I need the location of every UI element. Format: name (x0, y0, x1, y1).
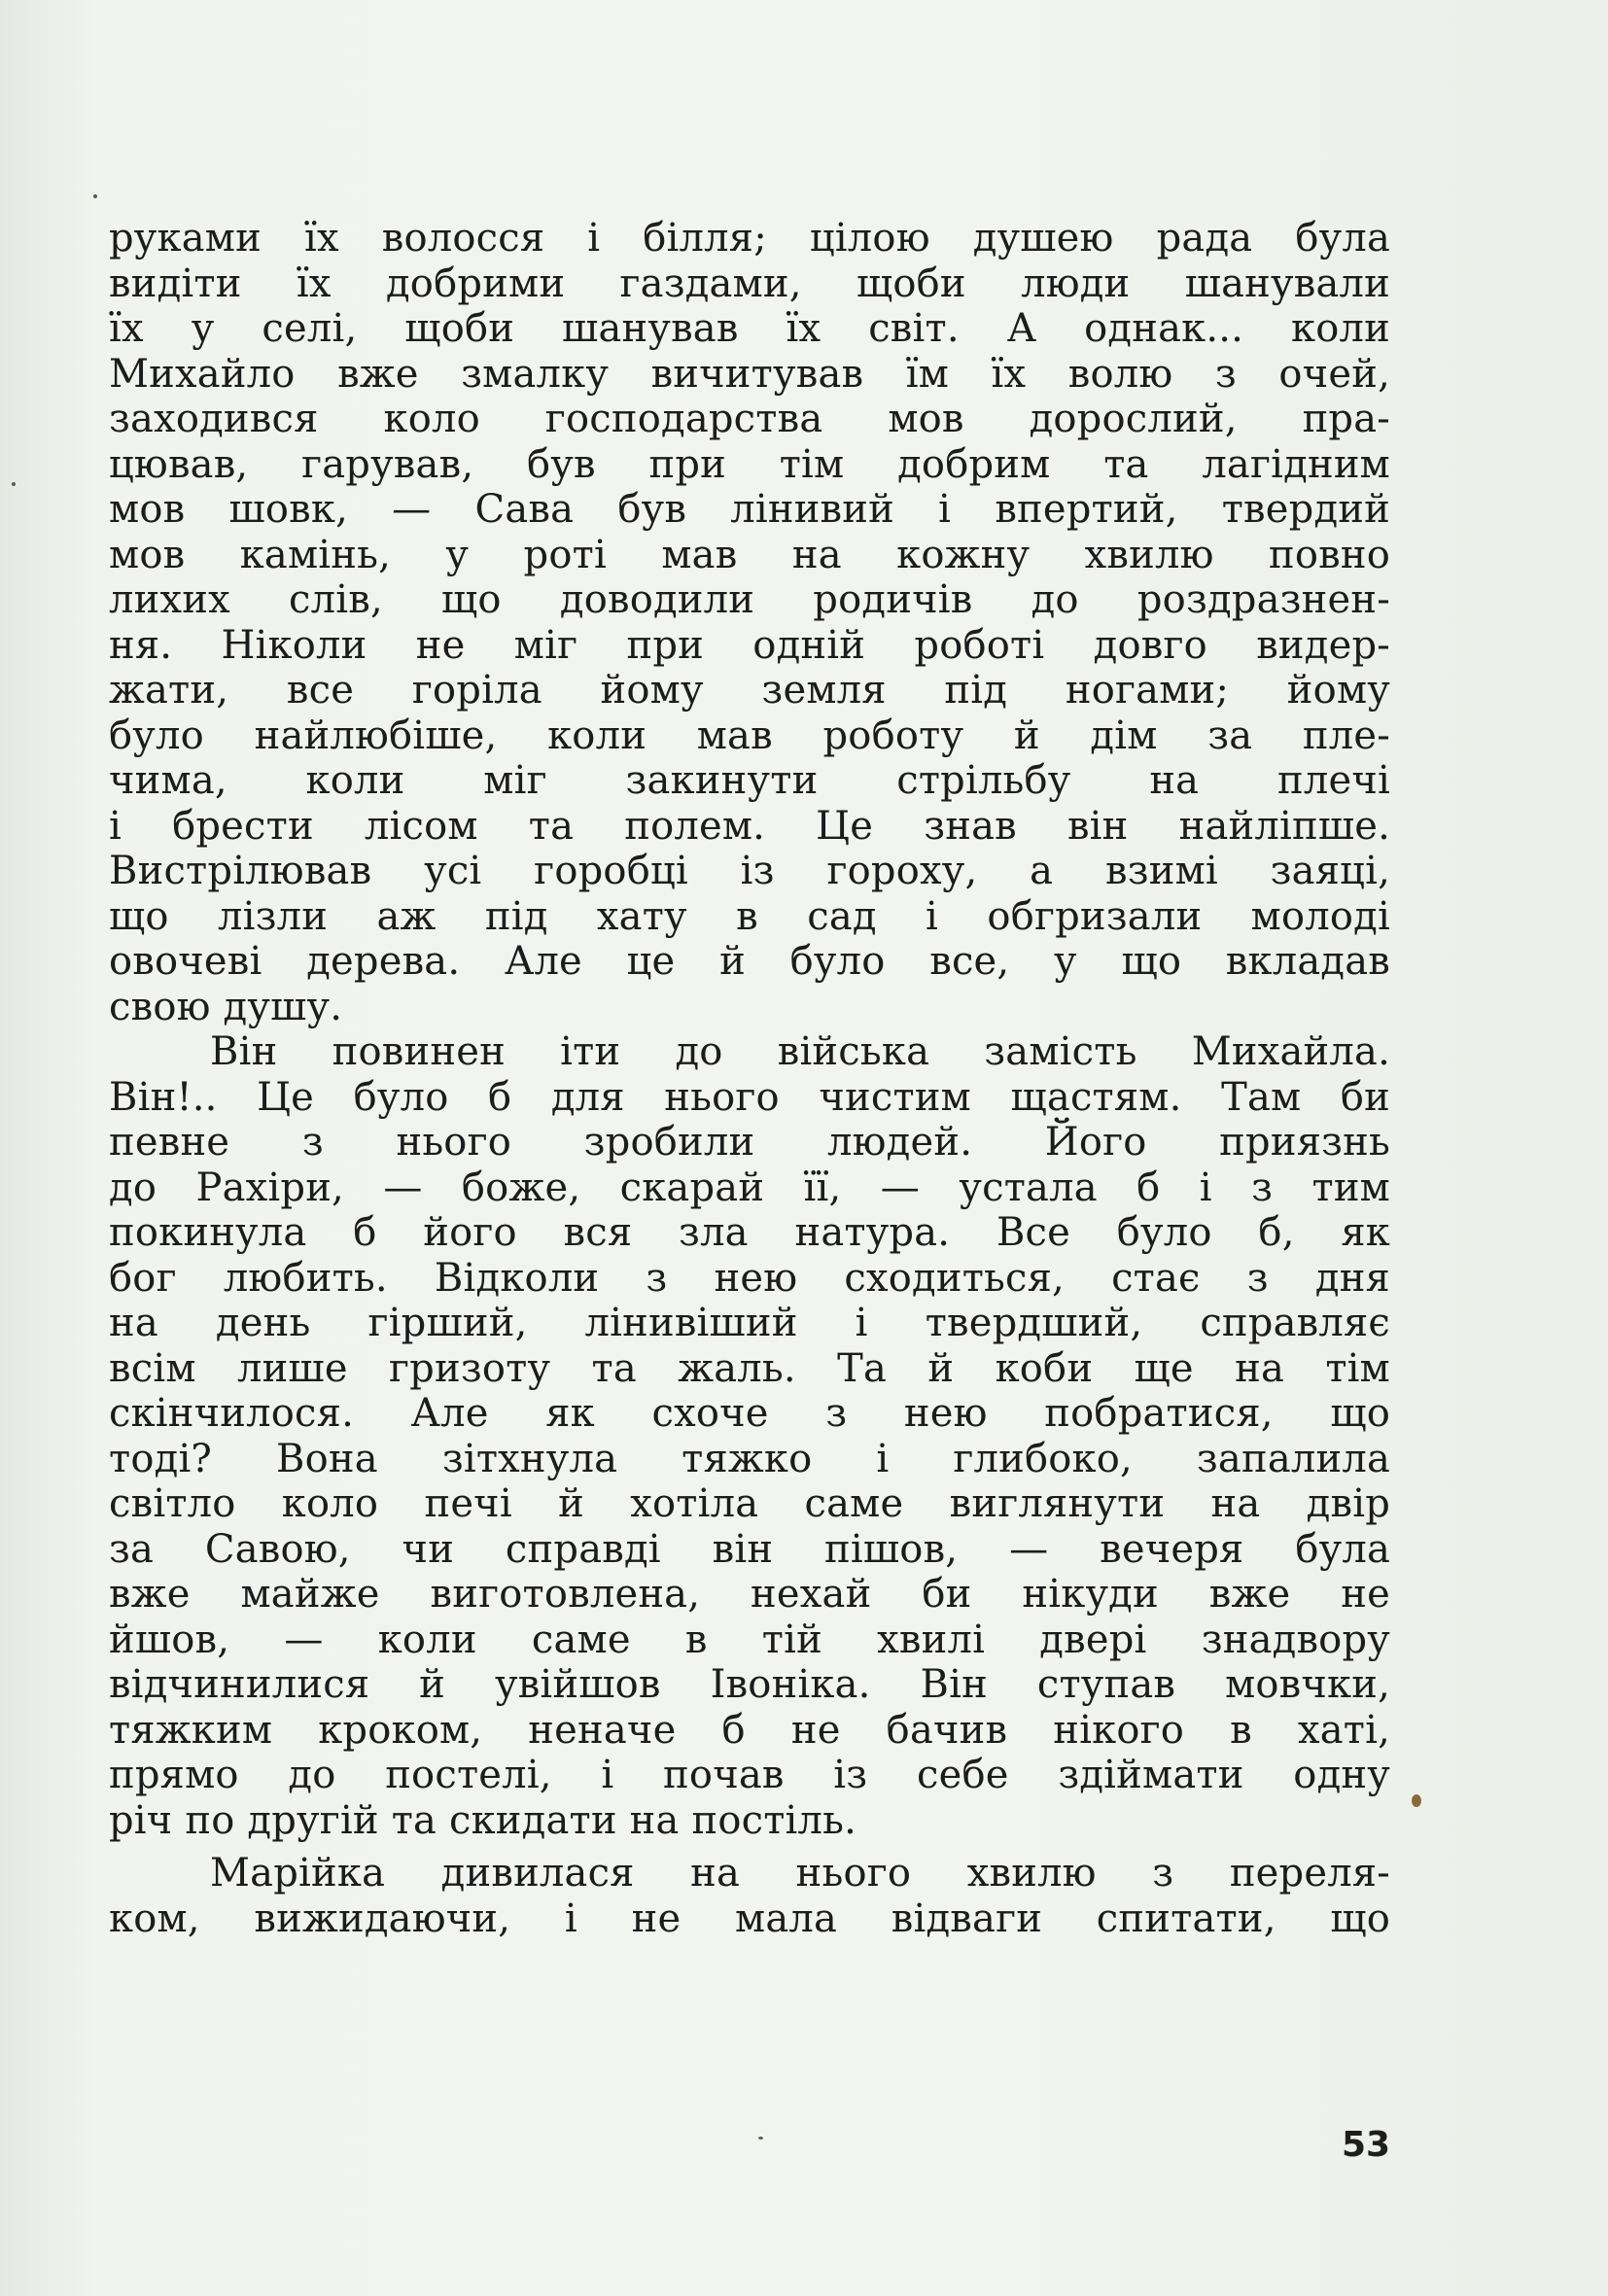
text-line: Він повинен іти до війська замість Михайла. (210, 1029, 1390, 1074)
paragraph-1 (109, 216, 1390, 1029)
text-line: бог любить. Відколи з нею сходиться, стає з дня (109, 1255, 1390, 1301)
text-line: вже майже виготовлена, нехай би нікуди вже не (109, 1572, 1390, 1617)
text-line: Він!.. Це було б для нього чистим щастям. Там би (109, 1074, 1390, 1120)
text-line: було найлюбіше, коли мав роботу й дім за пле- (109, 713, 1390, 758)
text-line: що лізли аж під хату в сад і обгризали молоді (109, 893, 1390, 939)
print-speck (93, 194, 97, 198)
text-line: покинула б його вся зла натура. Все було б, як (109, 1210, 1390, 1255)
text-line: жати, все горіла йому земля під ногами; йому (109, 668, 1390, 713)
text-line: ня. Ніколи не міг при одній роботі довго видер- (109, 622, 1390, 668)
text-line: тоді? Вона зітхнула тяжко і глибоко, запалила (109, 1436, 1390, 1481)
page-number: 53 (1342, 2125, 1391, 2165)
text-line: Марійка дивилася на нього хвилю з переля- (210, 1851, 1390, 1896)
text-line: річ по другій та скидати на постіль. (109, 1797, 857, 1843)
text-line: Вистрілював усі горобці із гороху, а взимі заяці, (109, 849, 1390, 893)
text-line: до Рахіри, — боже, скарай її, — устала б і з тим (109, 1165, 1390, 1210)
text-line: світло коло печі й хотіла саме виглянути на двір (109, 1481, 1390, 1526)
text-line: скінчилося. Але як схоче з нею побратися, що (109, 1391, 1390, 1436)
text-line: прямо до постелі, і почав із себе здіймати одну (109, 1753, 1390, 1797)
text-line: цював, гарував, був при тім добрим та лагідним (109, 441, 1390, 487)
text-line: видіти їх добрими газдами, щоби люди шанували (109, 261, 1390, 306)
text-line: на день гірший, лінивіший і твердший, справляє (109, 1301, 1390, 1345)
text-line: мов камінь, у роті мав на кожну хвилю повно (109, 532, 1390, 577)
paragraph-3 (109, 1851, 1390, 1941)
text-line: їх у селі, щоби шанував їх світ. А однак... коли (109, 306, 1390, 351)
text-line: і брести лісом та полем. Це знав він найліпше. (109, 803, 1390, 849)
text-line: чима, коли міг закинути стрільбу на плечі (109, 758, 1390, 803)
text-line: ком, вижидаючи, і не мала відваги спитати, що (109, 1896, 1390, 1941)
print-speck (12, 482, 16, 486)
text-line: за Савою, чи справді він пішов, — вечеря була (109, 1526, 1390, 1572)
text-line: заходився коло господарства мов дорослий, пра- (109, 397, 1390, 441)
body-text (109, 216, 1390, 1941)
text-line: певне з нього зробили людей. Його приязнь (109, 1120, 1390, 1165)
text-line: всім лише гризоту та жаль. Та й коби ще на тім (109, 1345, 1390, 1391)
text-line: Михайло вже змалку вичитував їм їх волю з очей, (109, 351, 1390, 397)
print-speck (758, 2137, 763, 2139)
text-line: мов шовк, — Сава був лінивий і впертий, твердий (109, 487, 1390, 532)
text-line: овочеві дерева. Але це й було все, у що вкладав (109, 939, 1390, 984)
paragraph-spacing (109, 1843, 1390, 1851)
text-line: руками їх волосся і білля; цілою душею рада була (109, 216, 1390, 261)
text-line: свою душу. (109, 984, 343, 1029)
text-line: відчинилися й увійшов Івоніка. Він ступав мовчки, (109, 1662, 1390, 1707)
text-line: тяжким кроком, неначе б не бачив нікого в хаті, (109, 1707, 1390, 1753)
text-line: йшов, — коли саме в тій хвилі двері знадвору (109, 1617, 1390, 1662)
text-line: лихих слів, що доводили родичів до роздразнен- (109, 577, 1390, 622)
paragraph-2 (109, 1029, 1390, 1843)
print-speck (1412, 1794, 1421, 1807)
